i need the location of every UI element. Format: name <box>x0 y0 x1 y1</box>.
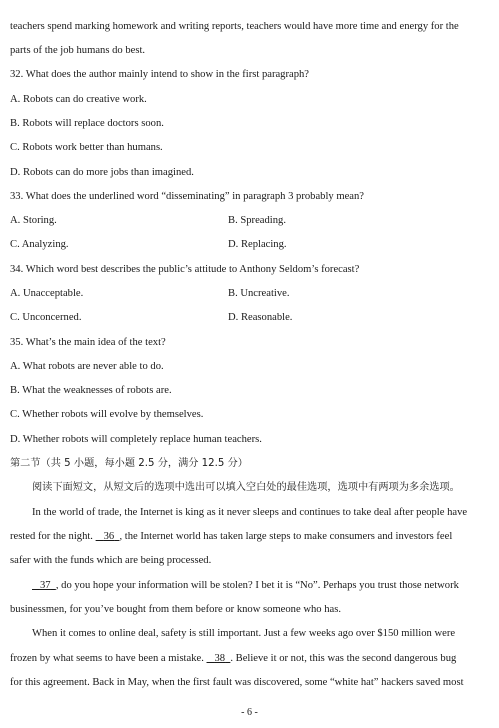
question-33-option-d: D. Replacing. <box>228 239 287 250</box>
passage-p3-line-2 <box>10 652 456 665</box>
passage-p1-line-2 <box>10 530 452 543</box>
passage-p3-line-2-start: frozen by what seems to have been a mistake. <box>10 653 207 664</box>
question-33-option-c: C. Analyzing. <box>10 239 69 250</box>
passage-p1-line-2-end: , the Internet world has taken large steps to make consumers and investors feel <box>119 531 453 542</box>
blank-36 <box>96 531 120 542</box>
question-35-option-c: C. Whether robots will evolve by themselves. <box>10 409 204 420</box>
question-34-option-b: B. Uncreative. <box>228 288 290 299</box>
passage-p2-line-2: businessmen, for you’ve bought from them before or know someone who has. <box>10 604 341 615</box>
question-34-option-a: A. Unacceptable. <box>10 288 84 299</box>
blank-38-number: 38 <box>214 653 226 664</box>
passage-p2-line-1-text: , do you hope your information will be stolen? I bet it is “No”. Perhaps you trust those network <box>55 580 459 591</box>
question-35-stem: 35. What’s the main idea of the text? <box>10 337 166 348</box>
blank-37-number: 37 <box>39 580 51 591</box>
passage-p1-line-3: safer with the funds which are being processed. <box>10 555 212 566</box>
question-35-option-a: A. What robots are never able to do. <box>10 361 164 372</box>
question-34-option-c: C. Unconcerned. <box>10 312 82 323</box>
question-33-stem: 33. What does the underlined word “disseminating” in paragraph 3 probably mean? <box>10 191 365 202</box>
question-35-option-b: B. What the weaknesses of robots are. <box>10 385 172 396</box>
question-32-option-c: C. Robots work better than humans. <box>10 142 163 153</box>
page-number: - 6 - <box>241 707 258 718</box>
passage-p1-line-1: In the world of trade, the Internet is king as it never sleeps and continues to take deal after people have <box>32 507 468 518</box>
passage-p1-line-2-start: rested for the night. <box>10 531 96 542</box>
blank-36-number: 36 <box>103 531 115 542</box>
question-32-option-a: A. Robots can do creative work. <box>10 94 147 105</box>
section-title: 第二节（共 5 小题，每小题 2.5 分，满分 12.5 分） <box>10 458 248 469</box>
question-34-option-d: D. Reasonable. <box>228 312 293 323</box>
question-34-stem: 34. Which word best describes the public’s attitude to Anthony Seldom’s forecast? <box>10 264 360 275</box>
blank-37 <box>32 580 56 591</box>
intro-line-1: teachers spend marking homework and writing reports, teachers would have more time and energy for the <box>10 21 459 32</box>
intro-line-2: parts of the job humans do best. <box>10 45 146 56</box>
section-instruction: 阅读下面短文，从短文后的选项中选出可以填入空白处的最佳选项，选项中有两项为多余选项。 <box>32 482 460 493</box>
passage-p3-line-1: When it comes to online deal, safety is still important. Just a few weeks ago over $150 million were <box>32 628 456 639</box>
question-32-option-d: D. Robots can do more jobs than imagined. <box>10 167 194 178</box>
question-32-stem: 32. What does the author mainly intend to show in the first paragraph? <box>10 69 310 80</box>
passage-p2-line-1 <box>32 579 459 592</box>
blank-38 <box>207 653 231 664</box>
passage-p3-line-2-end: . Believe it or not, this was the second dangerous bug <box>230 653 457 664</box>
question-33-option-a: A. Storing. <box>10 215 57 226</box>
question-33-option-b: B. Spreading. <box>228 215 286 226</box>
question-35-option-d: D. Whether robots will completely replace human teachers. <box>10 434 262 445</box>
question-32-option-b: B. Robots will replace doctors soon. <box>10 118 164 129</box>
passage-p3-line-3: for this agreement. Back in May, when the first fault was discovered, some “white hat” hackers saved most <box>10 677 464 688</box>
